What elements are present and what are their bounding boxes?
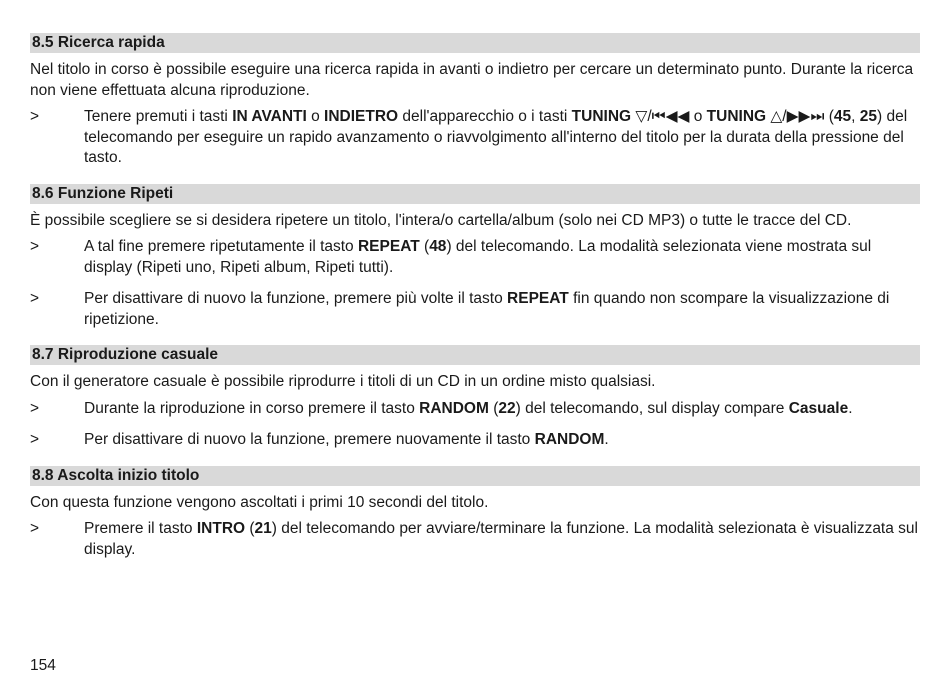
instruction-text: Per disattivare di nuovo la funzione, premere nuovamente il tasto RANDOM. (84, 431, 609, 448)
instruction-text: Premere il tasto INTRO (21) del telecomando per avviare/terminare la funzione. La modalità selezionata è visualizzata sul display. (84, 520, 918, 558)
instruction-item (30, 430, 920, 451)
instruction-item (30, 399, 920, 420)
section-paragraph: Nel titolo in corso è possibile eseguire una ricerca rapida in avanti o indietro per cercare un determinato punto. Durante la ricerca non viene effettuata alcuna riproduzione. (30, 61, 914, 99)
bullet-marker: > (30, 431, 40, 448)
instruction-text: Durante la riproduzione in corso premere il tasto RANDOM (22) del telecomando, sul display compare Casuale. (84, 399, 853, 417)
bullet-marker: > (30, 399, 40, 417)
bullet-marker: > (30, 520, 40, 537)
instruction-text: Tenere premuti i tasti IN AVANTI o INDIETRO dell'apparecchio o i tasti TUNING ▽/⏮◀◀ o TUNING △/▶▶⏭ (45, 25) del telecomando per eseguire un rapido avanzamento o riavvolgimento all'interno del titolo per la durata della pressione del tasto. (84, 108, 908, 166)
instruction-item (30, 107, 920, 169)
bullet-marker: > (30, 238, 40, 255)
section-heading-ricerca-rapida: 8.5 Ricerca rapida (30, 33, 920, 53)
section-paragraph: È possibile scegliere se si desidera ripetere un titolo, l'intera/o cartella/album (solo nei CD MP3) o tutte le tracce del CD. (30, 211, 852, 229)
section-paragraph: Con il generatore casuale è possibile riprodurre i titoli di un CD in un ordine misto qualsiasi. (30, 373, 656, 390)
page-number: 154 (30, 657, 56, 674)
bullet-marker: > (30, 290, 40, 307)
instruction-text: Per disattivare di nuovo la funzione, premere più volte il tasto REPEAT fin quando non scompare la visualizzazione di ripetizione. (84, 290, 890, 328)
instruction-item (30, 519, 920, 560)
instruction-item (30, 237, 920, 278)
section-heading-funzione-ripeti: 8.6 Funzione Ripeti (30, 184, 920, 204)
instruction-text: A tal fine premere ripetutamente il tasto REPEAT (48) del telecomando. La modalità selezionata viene mostrata sul display (Ripeti uno, Ripeti album, Ripeti tutti). (84, 238, 872, 276)
document-page (30, 33, 920, 560)
bullet-marker: > (30, 108, 40, 125)
instruction-item (30, 289, 920, 330)
section-paragraph: Con questa funzione vengono ascoltati i primi 10 secondi del titolo. (30, 493, 489, 511)
section-heading-riproduzione-casuale: 8.7 Riproduzione casuale (30, 345, 920, 365)
section-heading-ascolta-inizio-titolo: 8.8 Ascolta inizio titolo (30, 466, 920, 486)
